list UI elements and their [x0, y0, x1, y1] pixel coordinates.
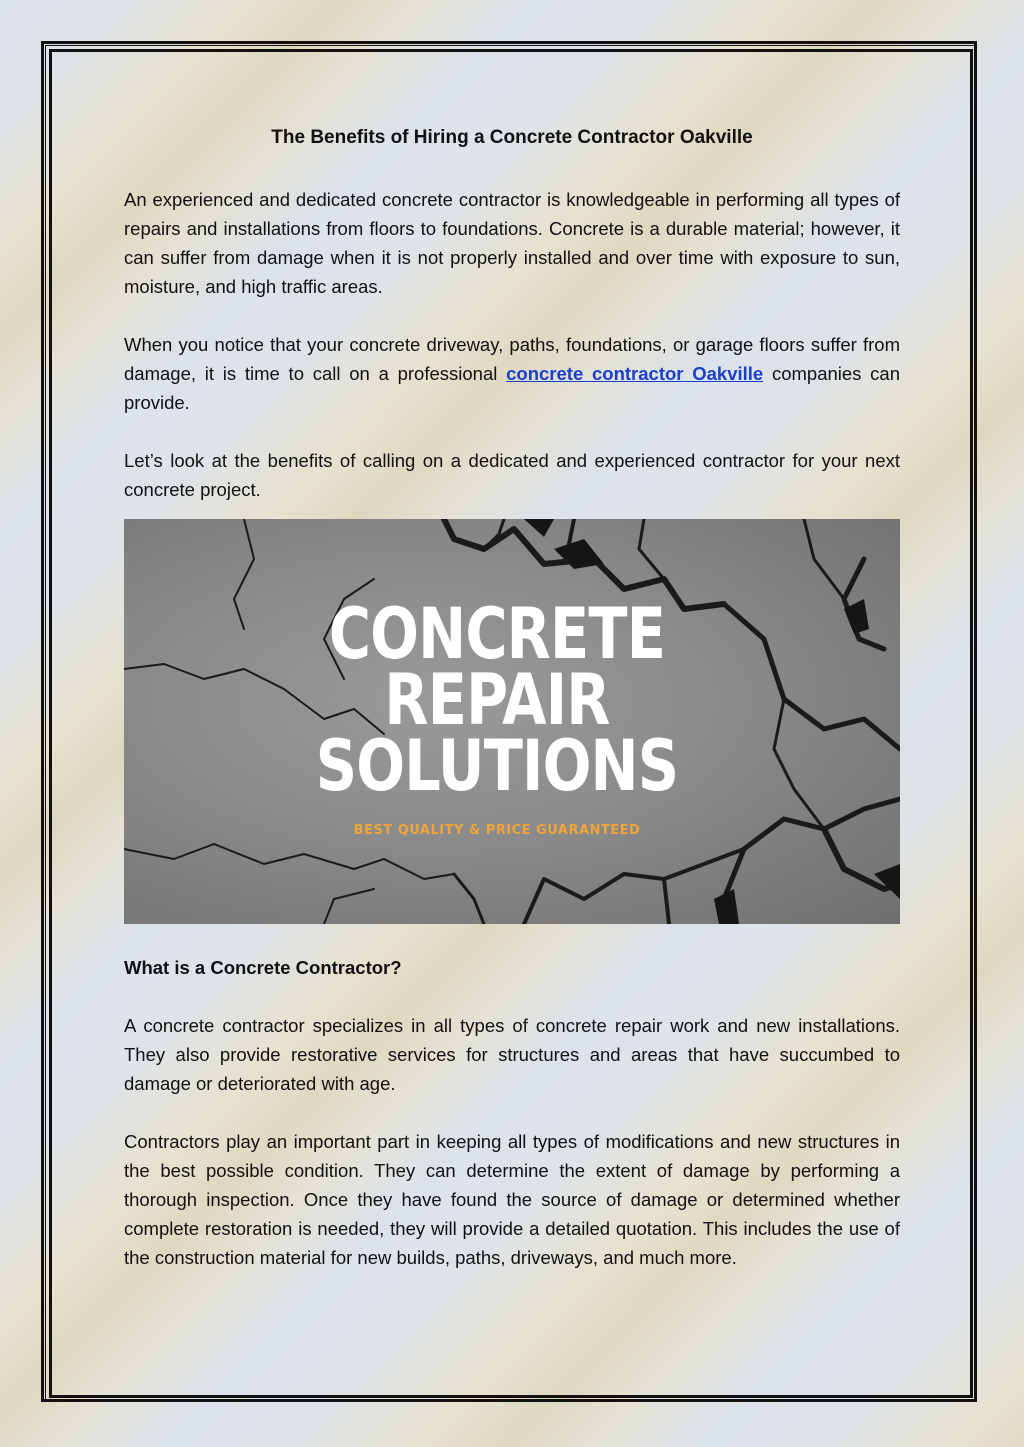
benefits-paragraph: Let’s look at the benefits of calling on a dedicated and experienced contractor for your next concrete project. [124, 450, 900, 500]
banner-line-concrete: CONCRETE [328, 593, 666, 675]
definition-paragraph: A concrete contractor specializes in all types of concrete repair work and new installations. They also provide restorative services for structures and areas that have succumbed to damage or deteriorated with age. [124, 1015, 900, 1094]
banner-line-solutions: SOLUTIONS [315, 725, 679, 807]
banner-tagline: BEST QUALITY & PRICE GUARANTEED [353, 823, 641, 838]
notice-text-before: When you notice that your concrete driveway, paths, foundations, or garage floors suffer from damage, it is time to call on a professional [124, 334, 900, 384]
article [124, 120, 900, 1301]
page-title: The Benefits of Hiring a Concrete Contractor Oakville [271, 127, 753, 148]
role-paragraph: Contractors play an important part in keeping all types of modifications and new structures in the best possible condition. They can determine the extent of damage by performing a thorough inspection. Once they have found the source of damage or determined whether complete restoration is needed, they will provide a detailed quotation. This includes the use of the construction material for new builds, paths, driveways, and much more. [124, 1131, 900, 1268]
section-heading: What is a Concrete Contractor? [124, 957, 402, 978]
banner-headline [191, 593, 803, 807]
notice-text-after: companies can provide. [124, 363, 900, 413]
concrete-repair-banner-image [124, 519, 900, 924]
notice-paragraph [124, 330, 900, 417]
banner-line-repair: REPAIR [384, 659, 610, 741]
intro-paragraph: An experienced and dedicated concrete contractor is knowledgeable in performing all types of repairs and installations from floors to foundations. Concrete is a durable material; however, it can suffer from damage when it is not properly installed and over time with exposure to sun, moisture, and high traffic areas. [124, 189, 900, 297]
contractor-link[interactable]: concrete contractor Oakville [506, 363, 764, 384]
